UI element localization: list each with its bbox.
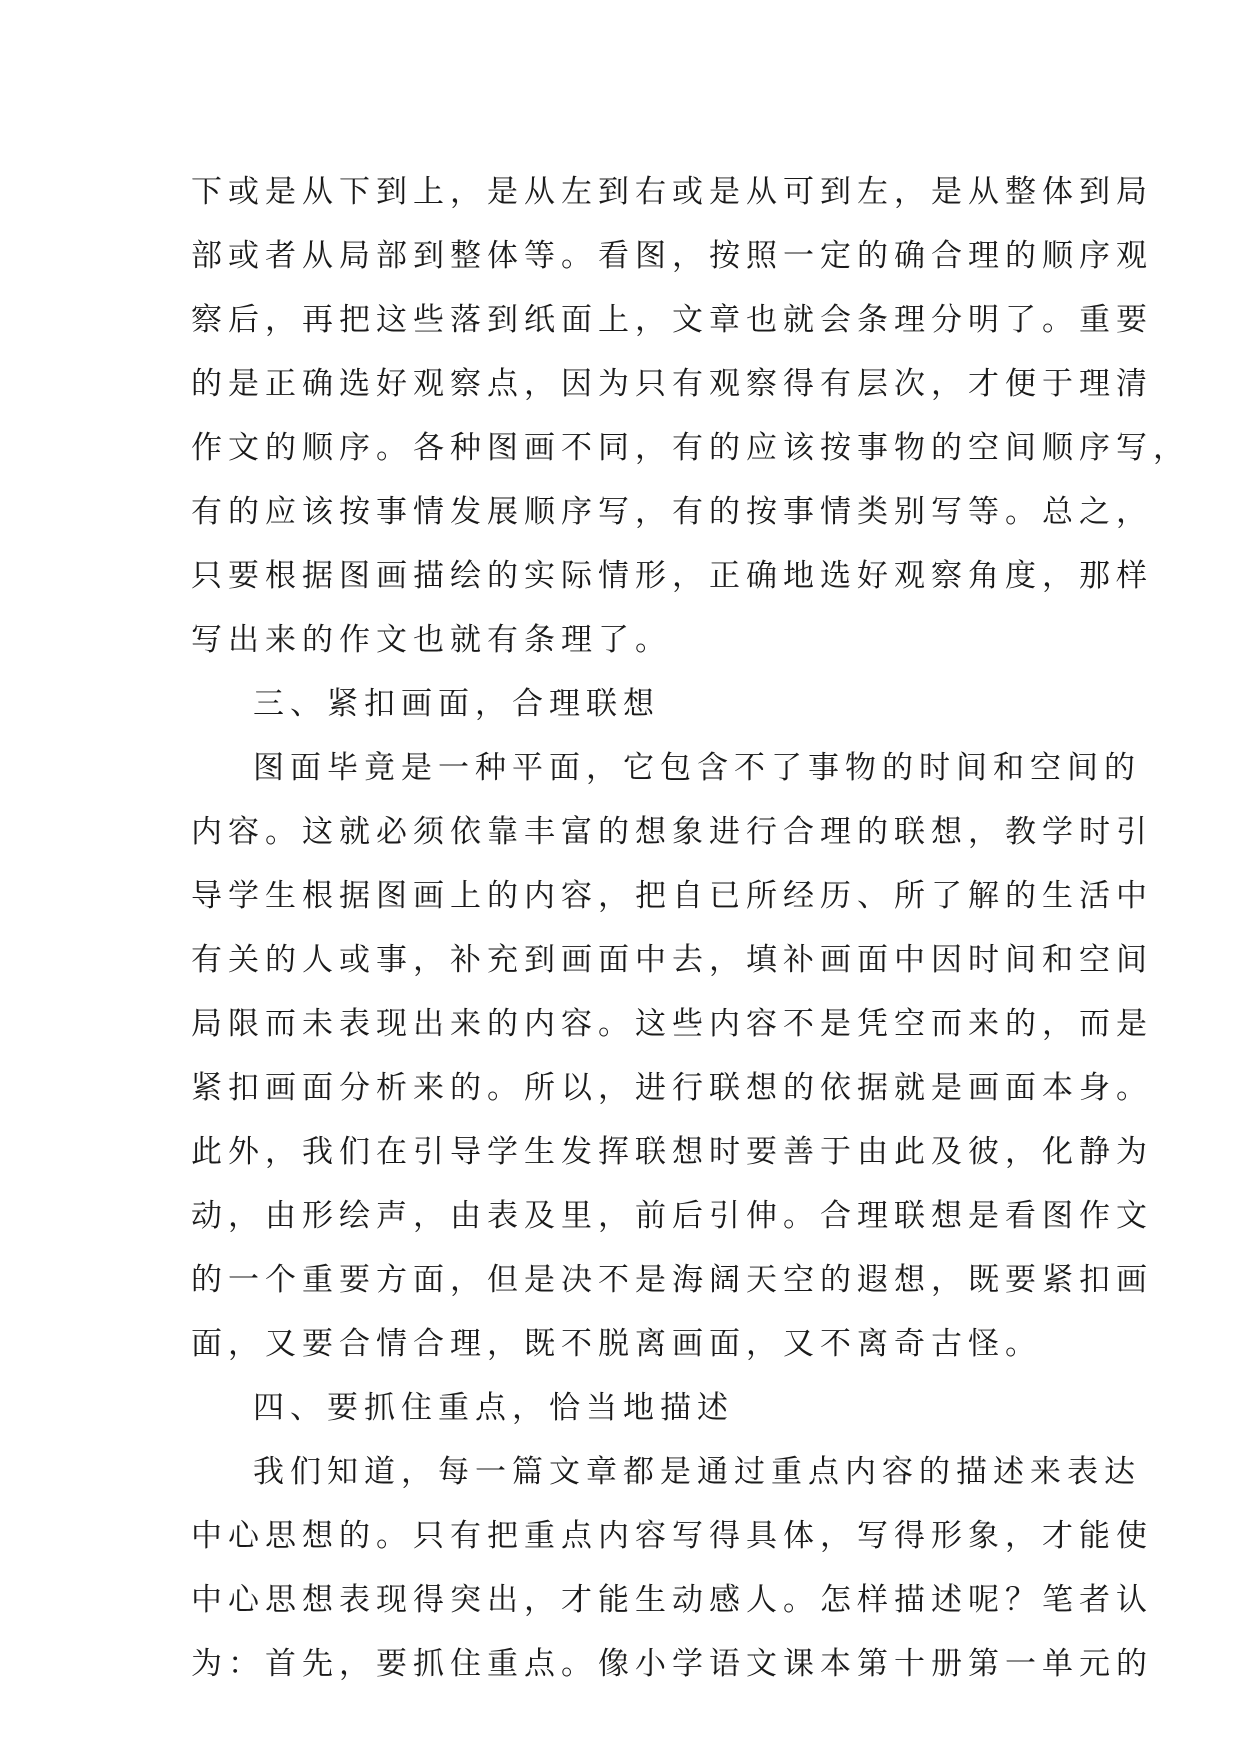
text-line: 部或者从局部到整体等。看图，按照一定的确合理的顺序观 xyxy=(191,238,1153,274)
text-line: 写出来的作文也就有条理了。 xyxy=(191,622,672,658)
text-line: 有的应该按事情发展顺序写，有的按事情类别写等。总之， xyxy=(191,494,1153,530)
text-line: 紧扣画面分析来的。所以，进行联想的依据就是画面本身。 xyxy=(191,1070,1153,1106)
text-line: 中心思想的。只有把重点内容写得具体，写得形象，才能使 xyxy=(191,1518,1153,1554)
paragraph-start-line: 我们知道，每一篇文章都是通过重点内容的描述来表达 xyxy=(253,1454,1141,1490)
text-line: 导学生根据图画上的内容，把自已所经历、所了解的生活中 xyxy=(191,878,1153,914)
text-line: 只要根据图画描绘的实际情形，正确地选好观察角度，那样 xyxy=(191,558,1153,594)
text-line: 下或是从下到上，是从左到右或是从可到左，是从整体到局 xyxy=(191,174,1153,210)
paragraph-start-line: 三、紧扣画面，合理联想 xyxy=(253,686,660,722)
text-line: 动，由形绘声，由表及里，前后引伸。合理联想是看图作文 xyxy=(191,1198,1153,1234)
text-line: 此外，我们在引导学生发挥联想时要善于由此及彼，化静为 xyxy=(191,1134,1153,1170)
text-line: 的一个重要方面，但是决不是海阔天空的遐想，既要紧扣画 xyxy=(191,1262,1153,1298)
text-line: 面，又要合情合理，既不脱离画面，又不离奇古怪。 xyxy=(191,1326,1042,1362)
text-line: 内容。这就必须依靠丰富的想象进行合理的联想，教学时引 xyxy=(191,814,1153,850)
body-text xyxy=(191,160,1190,1696)
text-line: 作文的顺序。各种图画不同，有的应该按事物的空间顺序写， xyxy=(191,430,1190,466)
paragraph-start-line: 图面毕竟是一种平面，它包含不了事物的时间和空间的 xyxy=(253,750,1141,786)
text-line: 察后，再把这些落到纸面上，文章也就会条理分明了。重要 xyxy=(191,302,1153,338)
text-line: 为：首先，要抓住重点。像小学语文课本第十册第一单元的 xyxy=(191,1646,1153,1682)
text-line: 的是正确选好观察点，因为只有观察得有层次，才便于理清 xyxy=(191,366,1153,402)
paragraph-start-line: 四、要抓住重点，恰当地描述 xyxy=(253,1390,734,1426)
text-line: 局限而未表现出来的内容。这些内容不是凭空而来的，而是 xyxy=(191,1006,1153,1042)
text-line: 中心思想表现得突出，才能生动感人。怎样描述呢？笔者认 xyxy=(191,1582,1153,1618)
text-line: 有关的人或事，补充到画面中去，填补画面中因时间和空间 xyxy=(191,942,1153,978)
